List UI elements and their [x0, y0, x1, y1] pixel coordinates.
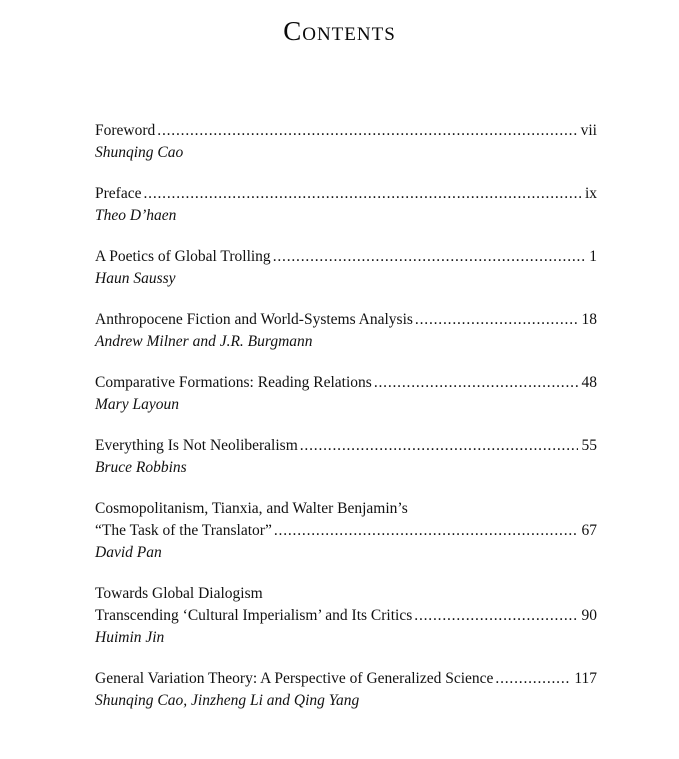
dot-leader	[412, 605, 577, 627]
chapter-title-line: Cosmopolitanism, Tianxia, and Walter Benjamin’s	[95, 500, 408, 517]
dot-leader	[141, 183, 580, 205]
table-of-contents	[0, 120, 679, 712]
author-line: Shunqing Cao, Jinzheng Li and Qing Yang	[95, 692, 360, 709]
toc-entry	[95, 435, 597, 479]
page-number: 1	[589, 248, 597, 265]
chapter-title-line: General Variation Theory: A Perspective of Generalized Science	[95, 670, 494, 687]
chapter-title-row	[95, 520, 597, 542]
toc-entry	[95, 498, 597, 564]
dot-leader	[272, 520, 578, 542]
dot-leader	[372, 372, 578, 394]
chapter-title-line: Transcending ‘Cultural Imperialism’ and Its Critics	[95, 607, 413, 624]
dot-leader	[298, 435, 578, 457]
author-line: David Pan	[95, 544, 162, 561]
toc-entry	[95, 120, 597, 164]
chapter-title-row	[95, 372, 597, 394]
author-line: Andrew Milner and J.R. Burgmann	[95, 333, 313, 350]
toc-entry	[95, 309, 597, 353]
page-number: ix	[584, 185, 597, 202]
chapter-title-row	[95, 668, 597, 690]
page-number: vii	[580, 122, 597, 139]
chapter-title-row	[95, 605, 597, 627]
page-number: 55	[581, 437, 597, 454]
chapter-title-line: Anthropocene Fiction and World-Systems Analysis	[95, 311, 413, 328]
dot-leader	[155, 120, 576, 142]
page-number: 18	[581, 311, 597, 328]
chapter-title-line: Foreword	[95, 122, 156, 139]
page-number: 48	[581, 374, 597, 391]
chapter-title-line: Towards Global Dialogism	[95, 585, 263, 602]
toc-entry	[95, 246, 597, 290]
author-line: Huimin Jin	[95, 629, 165, 646]
page-title: Contents	[283, 16, 396, 46]
page-number: 90	[581, 607, 597, 624]
author-line: Shunqing Cao	[95, 144, 184, 161]
chapter-title-line: Comparative Formations: Reading Relations	[95, 374, 372, 391]
dot-leader	[413, 309, 578, 331]
toc-entry	[95, 372, 597, 416]
toc-entry	[95, 583, 597, 649]
chapter-title-row	[95, 183, 597, 205]
chapter-title-row	[95, 435, 597, 457]
chapter-title-row	[95, 120, 597, 142]
author-line: Bruce Robbins	[95, 459, 187, 476]
author-line: Mary Layoun	[95, 396, 179, 413]
dot-leader	[493, 668, 570, 690]
dot-leader	[271, 246, 586, 268]
toc-entry	[95, 668, 597, 712]
chapter-title-line: Everything Is Not Neoliberalism	[95, 437, 298, 454]
chapter-title-row	[95, 309, 597, 331]
chapter-title-line: Preface	[95, 185, 142, 202]
page-number: 67	[581, 522, 597, 539]
page-number: 117	[574, 670, 597, 687]
chapter-title-line: A Poetics of Global Trolling	[95, 248, 271, 265]
author-line: Haun Saussy	[95, 270, 176, 287]
author-line: Theo D’haen	[95, 207, 177, 224]
chapter-title-line: “The Task of the Translator”	[95, 522, 272, 539]
chapter-title-row	[95, 246, 597, 268]
toc-entry	[95, 183, 597, 227]
